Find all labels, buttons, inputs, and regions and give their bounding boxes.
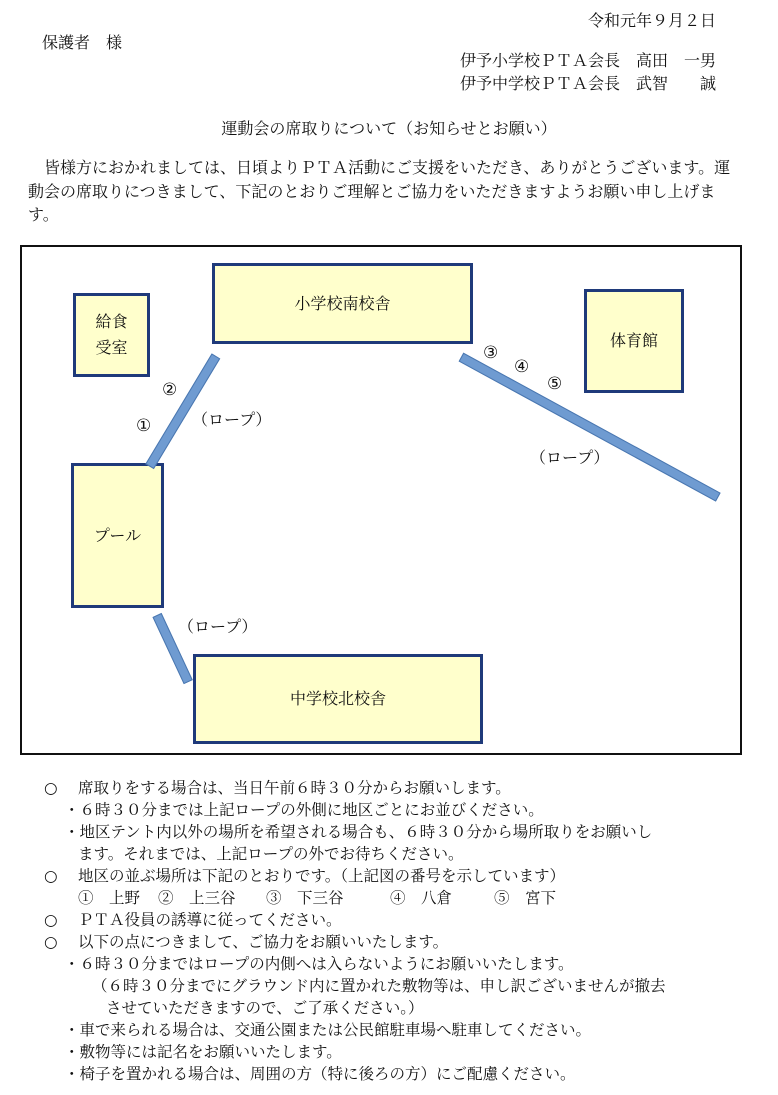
note-1 (44, 777, 744, 799)
marker-1: ① (136, 416, 152, 436)
note-4a-detail-line2: させていただきますので、ご了承ください。） (106, 999, 424, 1017)
note-1b-line2: ます。それまでは、上記ロープの外でお待ちください。 (78, 845, 464, 863)
addressee: 保護者 様 (42, 33, 123, 52)
note-3 (44, 909, 744, 931)
marker-2: ② (162, 380, 178, 400)
rope-label-bottom: （ロープ） (178, 617, 258, 636)
note-4d: ・椅子を置かれる場合は、周囲の方（特に後ろの方）にご配慮ください。 (64, 1065, 576, 1083)
junior-high-north-building (193, 654, 483, 744)
note-2-text: 地区の並ぶ場所は下記のとおりです。（上記図の番号を示しています） (78, 867, 566, 885)
elementary-south-building (212, 263, 473, 344)
sender-elementary-pta: 伊予小学校ＰＴＡ会長 高田 一男 (459, 51, 716, 70)
note-4a-detail-line1: （６時３０分までにグラウンド内に置かれた敷物等は、申し訳ございませんが撤去 (92, 977, 666, 995)
area-1: ① 上野 (78, 889, 141, 907)
note-3-text: ＰＴＡ役員の誘導に従ってください。 (78, 911, 342, 929)
circle-bullet: ○ (44, 911, 58, 929)
note-1b-line1: ・地区テント内以外の場所を希望される場合も、６時３０分から場所取りをお願いし (64, 823, 653, 841)
north-building-label: 中学校北校舎 (289, 689, 386, 708)
note-4a: ・６時３０分まではロープの内側へは入らないようにお願いいたします。 (64, 955, 574, 973)
area-5: ⑤ 宮下 (494, 889, 557, 907)
note-1-text: 席取りをする場合は、当日午前６時３０分からお願いします。 (78, 779, 511, 797)
circle-bullet: ○ (44, 933, 58, 951)
gym-label: 体育館 (609, 331, 658, 350)
pool-label: プール (93, 525, 142, 545)
greeting-paragraph: 皆様方におかれましては、日頃よりＰＴＡ活動にご支援をいただき、ありがとうございます。運動会の席取りにつきまして、下記のとおりご理解とご協力をいただきますようお願い申し上げます。 (28, 158, 731, 224)
circle-bullet: ○ (44, 867, 58, 885)
marker-3: ③ (483, 343, 499, 363)
area-2: ② 上三谷 (158, 889, 236, 907)
pool (71, 463, 164, 608)
area-3: ③ 下三谷 (266, 889, 344, 907)
area-4: ④ 八倉 (390, 889, 453, 907)
note-4b: ・車で来られる場合は、交通公園または公民館駐車場へ駐車してください。 (64, 1021, 592, 1039)
kyushoku-label-line1: 給食 (95, 312, 128, 331)
rope-label-right: （ロープ） (530, 448, 610, 467)
note-4c: ・敷物等には記名をお願いいたします。 (64, 1043, 342, 1061)
document-title: 運動会の席取りについて（お知らせとお願い） (221, 119, 557, 138)
notes-list (44, 777, 744, 1085)
note-4 (44, 931, 744, 953)
circle-bullet: ○ (44, 779, 58, 797)
marker-4: ④ (514, 357, 530, 377)
area-list (44, 887, 744, 909)
kyushoku-label-line2: 受室 (95, 338, 128, 357)
note-4-text: 以下の点につきまして、ご協力をお願いいたします。 (78, 933, 449, 951)
south-building-label: 小学校南校舎 (294, 293, 391, 313)
sender-junior-high-pta: 伊予中学校ＰＴＡ会長 武智 誠 (459, 74, 716, 93)
gymnasium (584, 289, 684, 393)
seating-map (20, 245, 742, 755)
note-2 (44, 865, 744, 887)
rope-label-left: （ロープ） (192, 410, 272, 429)
date: 令和元年９月２日 (587, 11, 716, 30)
note-1a: ・６時３０分までは上記ロープの外側に地区ごとにお並びください。 (64, 801, 544, 819)
kyushoku-room (73, 293, 150, 377)
marker-5: ⑤ (547, 374, 563, 394)
